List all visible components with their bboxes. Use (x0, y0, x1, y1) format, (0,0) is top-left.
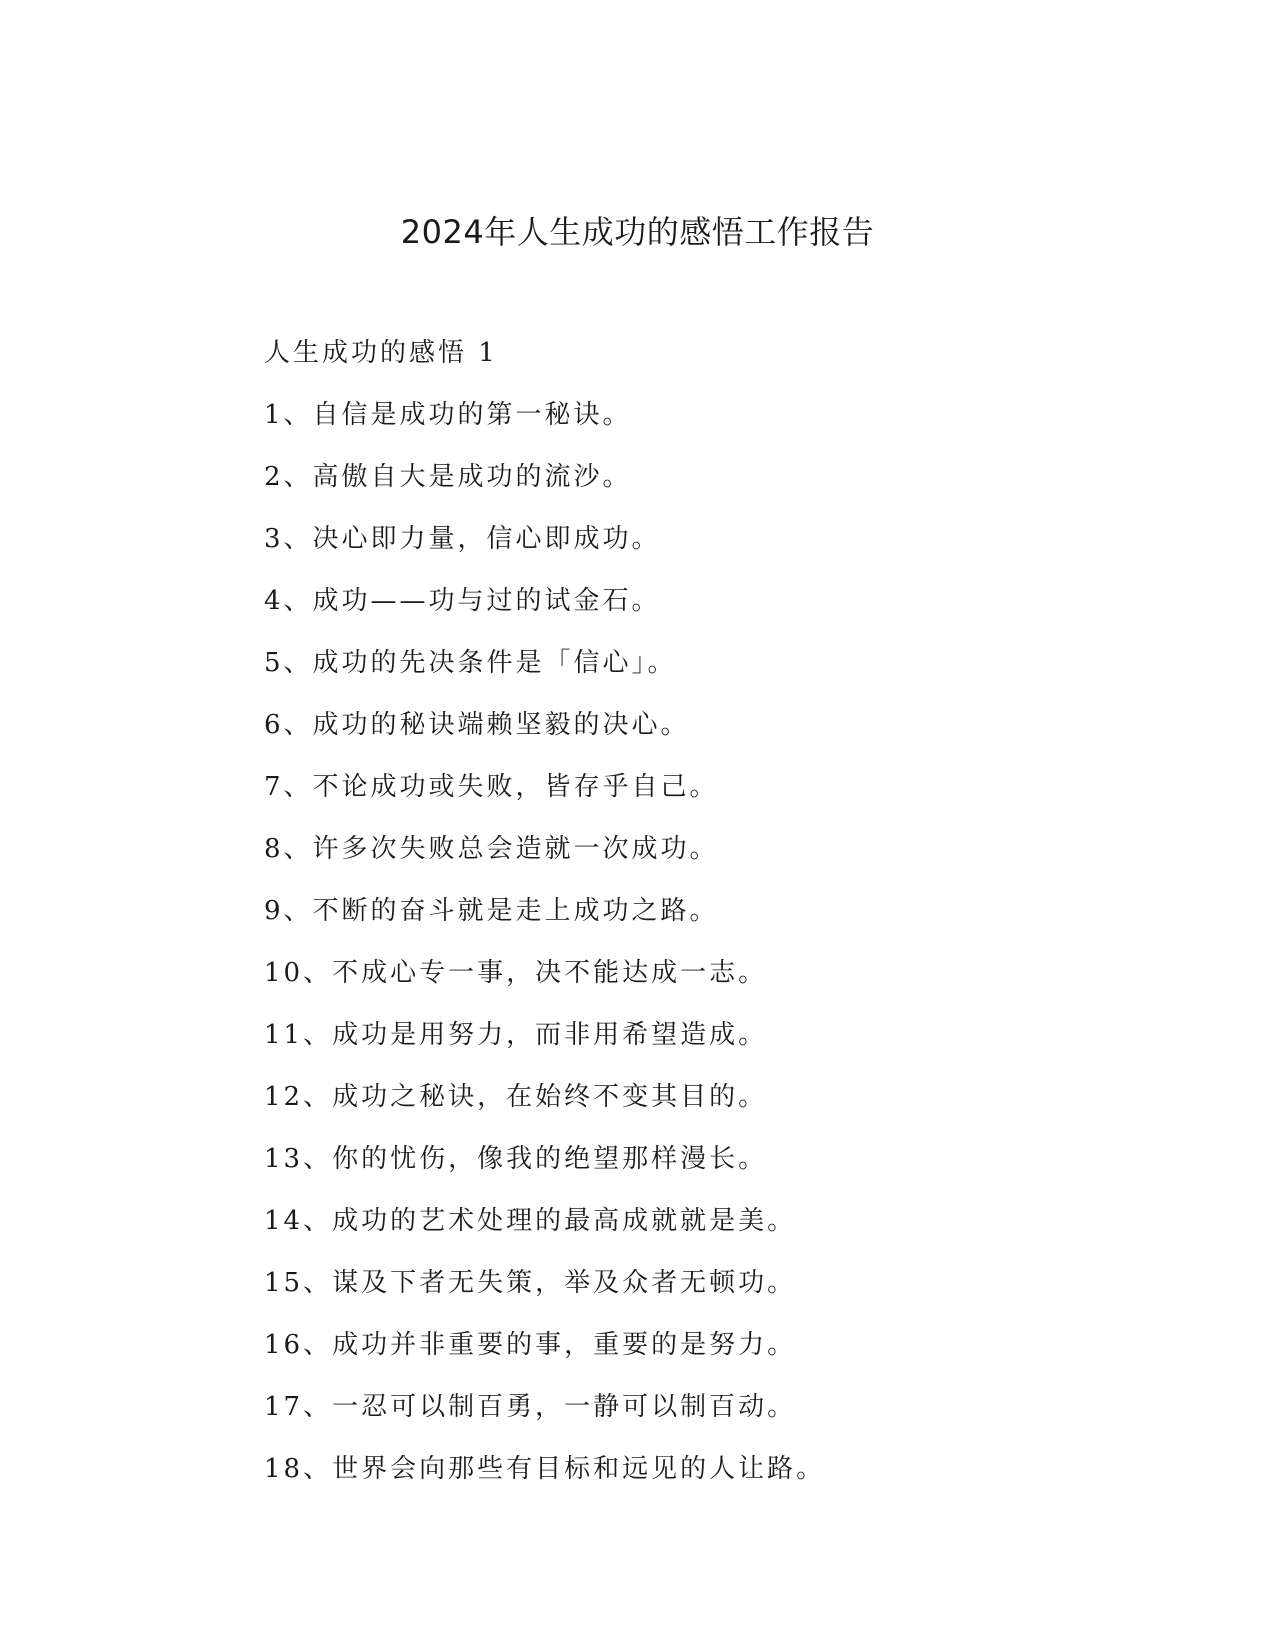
list-item: 9、不断的奋斗就是走上成功之路。 (264, 896, 719, 926)
list-item: 16、成功并非重要的事，重要的是努力。 (264, 1330, 797, 1360)
list-item: 15、谋及下者无失策，举及众者无顿功。 (264, 1268, 797, 1298)
list-item: 18、世界会向那些有目标和远见的人让路。 (264, 1454, 826, 1484)
list-item: 2、高傲自大是成功的流沙。 (264, 462, 632, 492)
list-item: 6、成功的秘诀端赖坚毅的决心。 (264, 710, 690, 740)
list-item: 13、你的忧伤，像我的绝望那样漫长。 (264, 1144, 768, 1174)
list-item: 3、决心即力量，信心即成功。 (264, 524, 661, 554)
list-item: 4、成功——功与过的试金石。 (264, 586, 661, 616)
section-heading: 人生成功的感悟 1 (264, 338, 498, 368)
list-item: 5、成功的先决条件是「信心」。 (264, 648, 677, 678)
list-item: 7、不论成功或失败，皆存乎自己。 (264, 772, 719, 802)
list-item: 17、一忍可以制百勇，一静可以制百动。 (264, 1392, 797, 1422)
document-title: 2024年人生成功的感悟工作报告 (400, 213, 875, 251)
list-item: 14、成功的艺术处理的最高成就就是美。 (264, 1206, 797, 1236)
list-item: 12、成功之秘诀，在始终不变其目的。 (264, 1082, 768, 1112)
list-item: 11、成功是用努力，而非用希望造成。 (264, 1020, 768, 1050)
list-item: 1、自信是成功的第一秘诀。 (264, 400, 632, 430)
list-item: 8、许多次失败总会造就一次成功。 (264, 834, 719, 864)
quote-list (264, 396, 825, 1512)
list-item: 10、不成心专一事，决不能达成一志。 (264, 958, 768, 988)
